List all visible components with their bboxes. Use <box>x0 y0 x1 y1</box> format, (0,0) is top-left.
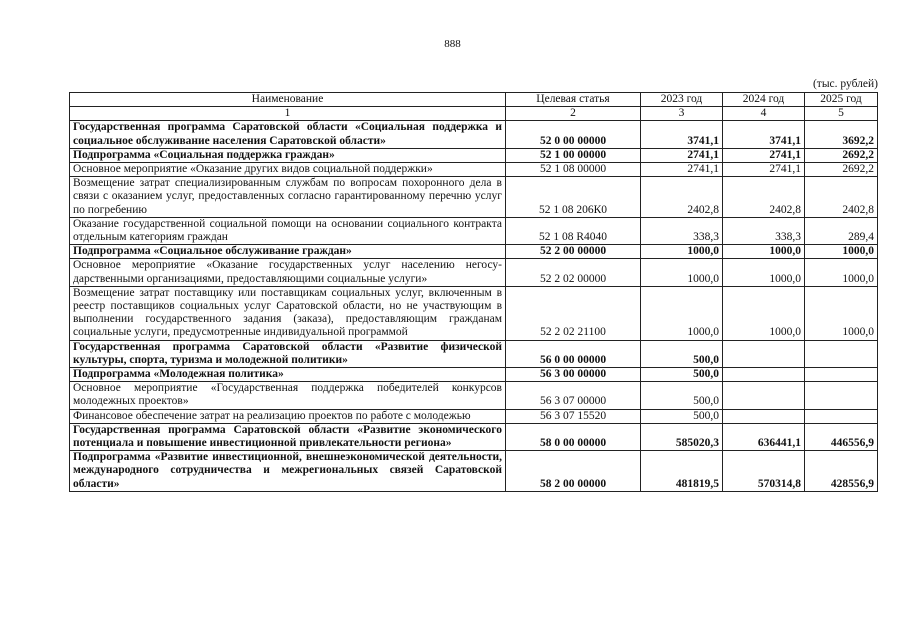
row-name: Государственная программа Саратовской области «Развитие экономического потенциала и повышение инвестиционной привлекательности региона» <box>70 423 506 450</box>
row-value-2024: 1000,0 <box>723 259 805 286</box>
row-name: Возмещение затрат специализированным службам по вопросам похоронного дела в связи с оказанием услуг, предоставленных согласно гарантированному перечню услуг по погребению <box>70 177 506 218</box>
row-code: 58 2 00 00000 <box>506 451 641 492</box>
row-code: 52 0 00 00000 <box>506 121 641 148</box>
table-row <box>70 382 878 409</box>
row-value-2024: 2741,1 <box>723 163 805 177</box>
row-value-2025: 3692,2 <box>805 121 878 148</box>
row-value-2024: 570314,8 <box>723 451 805 492</box>
row-code: 58 0 00 00000 <box>506 423 641 450</box>
table-row <box>70 340 878 367</box>
row-value-2025: 428556,9 <box>805 451 878 492</box>
row-value-2023: 481819,5 <box>641 451 723 492</box>
column-number: 5 <box>805 107 878 121</box>
table-header-row <box>70 93 878 107</box>
row-value-2024 <box>723 368 805 382</box>
row-value-2023: 338,3 <box>641 217 723 244</box>
row-value-2025: 446556,9 <box>805 423 878 450</box>
row-value-2025: 1000,0 <box>805 286 878 340</box>
header-2025: 2025 год <box>805 93 878 107</box>
row-code: 52 1 00 00000 <box>506 148 641 162</box>
row-value-2024: 636441,1 <box>723 423 805 450</box>
row-value-2023: 3741,1 <box>641 121 723 148</box>
row-value-2023: 500,0 <box>641 382 723 409</box>
row-code: 52 2 00 00000 <box>506 245 641 259</box>
row-value-2023: 2402,8 <box>641 177 723 218</box>
row-value-2023: 585020,3 <box>641 423 723 450</box>
row-value-2025 <box>805 368 878 382</box>
row-value-2024 <box>723 340 805 367</box>
units-label: (тыс. рублей) <box>812 78 878 90</box>
column-number: 2 <box>506 107 641 121</box>
table-row <box>70 245 878 259</box>
row-value-2024: 2741,1 <box>723 148 805 162</box>
row-name: Подпрограмма «Молодежная политика» <box>70 368 506 382</box>
row-value-2025: 2692,2 <box>805 163 878 177</box>
row-value-2024: 1000,0 <box>723 286 805 340</box>
row-value-2024: 2402,8 <box>723 177 805 218</box>
table-row <box>70 409 878 423</box>
table-row <box>70 423 878 450</box>
row-value-2023: 1000,0 <box>641 259 723 286</box>
table-row <box>70 286 878 340</box>
row-code: 52 1 08 R4040 <box>506 217 641 244</box>
row-value-2023: 1000,0 <box>641 286 723 340</box>
row-value-2025 <box>805 409 878 423</box>
row-code: 52 1 08 206К0 <box>506 177 641 218</box>
table-body <box>70 121 878 491</box>
row-name: Подпрограмма «Развитие инвестиционной, внешнеэкономической деятельности, международного сотрудничества и межрегиональных связей Саратовской области» <box>70 451 506 492</box>
page-number: 888 <box>444 38 461 50</box>
row-name: Подпрограмма «Социальная поддержка граждан» <box>70 148 506 162</box>
row-name: Государственная программа Саратовской области «Социальная поддержка и социальное обслуживание населения Саратовской области» <box>70 121 506 148</box>
row-value-2023: 500,0 <box>641 409 723 423</box>
row-value-2025: 1000,0 <box>805 259 878 286</box>
row-value-2023: 500,0 <box>641 368 723 382</box>
row-code: 52 1 08 00000 <box>506 163 641 177</box>
row-value-2023: 2741,1 <box>641 163 723 177</box>
row-code: 56 0 00 00000 <box>506 340 641 367</box>
table-row <box>70 163 878 177</box>
table-row <box>70 121 878 148</box>
row-value-2025: 1000,0 <box>805 245 878 259</box>
row-value-2025: 2692,2 <box>805 148 878 162</box>
row-name: Финансовое обеспечение затрат на реализацию проектов по работе с молодежью <box>70 409 506 423</box>
row-value-2025: 289,4 <box>805 217 878 244</box>
row-code: 56 3 07 15520 <box>506 409 641 423</box>
row-value-2024 <box>723 382 805 409</box>
row-name: Подпрограмма «Социальное обслуживание граждан» <box>70 245 506 259</box>
header-2023: 2023 год <box>641 93 723 107</box>
budget-table <box>69 92 878 492</box>
header-name: Наименование <box>70 93 506 107</box>
row-code: 56 3 00 00000 <box>506 368 641 382</box>
table-row <box>70 368 878 382</box>
column-number: 4 <box>723 107 805 121</box>
row-value-2025 <box>805 340 878 367</box>
row-code: 56 3 07 00000 <box>506 382 641 409</box>
row-name: Основное мероприятие «Государственная поддержка победителей конкурсов молодежных проектов» <box>70 382 506 409</box>
row-value-2024: 1000,0 <box>723 245 805 259</box>
row-value-2023: 1000,0 <box>641 245 723 259</box>
row-code: 52 2 02 00000 <box>506 259 641 286</box>
table-row <box>70 451 878 492</box>
header-2024: 2024 год <box>723 93 805 107</box>
column-number: 3 <box>641 107 723 121</box>
row-name: Государственная программа Саратовской области «Развитие физической культуры, спорта, туризма и молодежной политики» <box>70 340 506 367</box>
table-row <box>70 148 878 162</box>
row-name: Основное мероприятие «Оказание других видов социальной поддержки» <box>70 163 506 177</box>
row-value-2024: 338,3 <box>723 217 805 244</box>
row-value-2025 <box>805 382 878 409</box>
row-value-2024 <box>723 409 805 423</box>
row-value-2023: 500,0 <box>641 340 723 367</box>
row-value-2025: 2402,8 <box>805 177 878 218</box>
row-name: Оказание государственной социальной помощи на основании социального контракта отдельным категориям граждан <box>70 217 506 244</box>
column-number-row <box>70 107 878 121</box>
table-row <box>70 217 878 244</box>
row-value-2023: 2741,1 <box>641 148 723 162</box>
row-value-2024: 3741,1 <box>723 121 805 148</box>
row-name: Основное мероприятие «Оказание государственных услуг населению негосударственными организациями, предоставляющими социальные услуги» <box>70 259 506 286</box>
column-number: 1 <box>70 107 506 121</box>
table-row <box>70 177 878 218</box>
row-name: Возмещение затрат поставщику или поставщикам социальных услуг, включенным в реестр поставщиков социальных услуг Саратовской области, но не участвующим в выполнении государственного задания (заказа), предоставляющим гражданам социальные услуги, предусмотренные индивидуальной программой <box>70 286 506 340</box>
header-code: Целевая статья <box>506 93 641 107</box>
table-row <box>70 259 878 286</box>
row-code: 52 2 02 21100 <box>506 286 641 340</box>
